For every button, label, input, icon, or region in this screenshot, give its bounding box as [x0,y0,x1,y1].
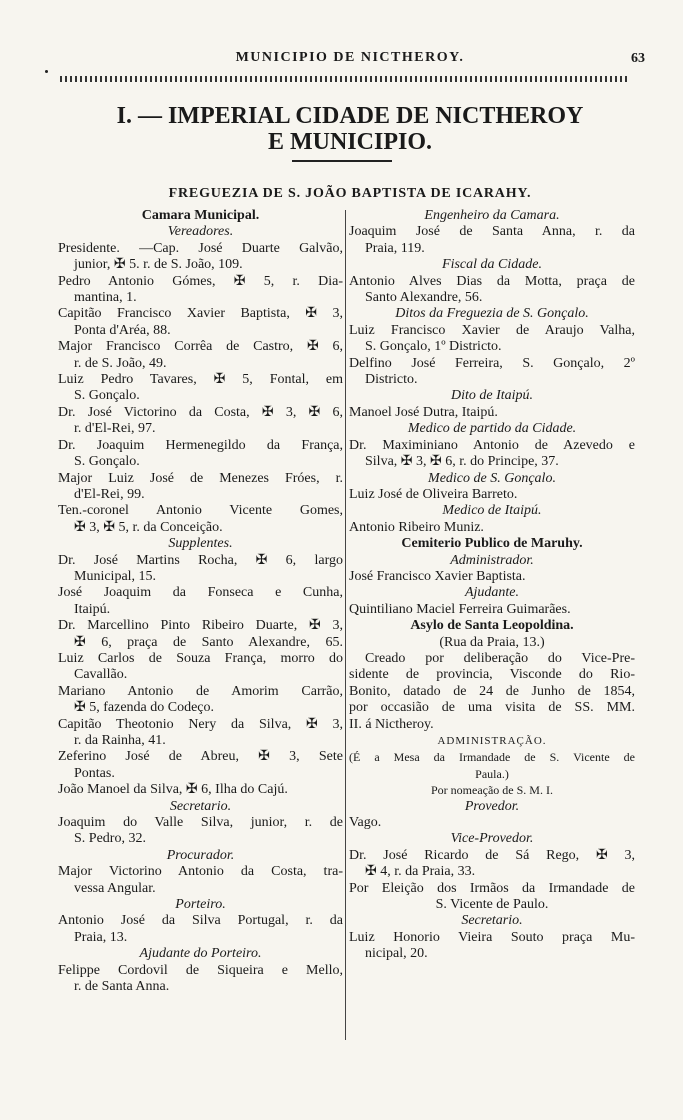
right-column-line: Antonio Ribeiro Muniz. [349,519,484,535]
column-divider [345,210,346,1040]
left-column-line: Luiz Carlos de Souza França, morro do [58,650,343,666]
left-column-line: Major Luiz José de Menezes Fróes, r. [58,470,343,486]
right-column-line: Delfino José Ferreira, S. Gonçalo, 2º [349,355,635,371]
right-column-line: Por nomeação de S. M. I. [431,783,553,798]
left-column-line: Joaquim do Valle Silva, junior, r. de [58,815,343,831]
right-column-line: Luiz Francisco Xavier de Araujo Valha, [349,322,635,338]
left-column-line: ✠ 6, praça de Santo Alexandre, 65. [74,634,343,650]
left-column-line: Porteiro. [175,897,226,913]
right-column-line: Districto. [365,372,418,388]
left-column-line: ✠ 5, fazenda do Codeço. [74,700,215,716]
right-column-line: Ditos da Freguezia de S. Gonçalo. [395,306,589,322]
left-column-line: Praia, 13. [74,929,128,945]
left-column-line: Dr. José Victorino da Costa, ✠ 3, ✠ 6, [58,404,343,420]
right-column-line: José Francisco Xavier Baptista. [349,568,526,584]
right-column-line: S. Vicente de Paulo. [435,897,549,913]
right-column-line: (Rua da Praia, 13.) [439,634,545,650]
left-column-line: r. d'El-Rei, 97. [74,421,156,437]
right-column-line: Cemiterio Publico de Maruhy. [401,536,583,552]
left-column-line: Supplentes. [168,536,233,552]
left-column-line: Pedro Antonio Gómes, ✠ 5, r. Dia- [58,273,343,289]
ink-speck [45,70,48,73]
right-column-line: Praia, 119. [365,240,425,256]
left-column-line: Presidente. —Cap. José Duarte Galvão, [58,240,343,256]
left-column-line: mantina, 1. [74,290,137,306]
right-column-line: Joaquim José de Santa Anna, r. da [349,224,635,240]
title-underline [292,160,392,162]
parish-heading: FREGUEZIA DE S. JOÃO BAPTISTA DE ICARAHY. [168,186,532,201]
right-column-line: (É a Mesa da Irmandade de S. Vicente de [349,750,635,765]
right-column-line: Bonito, datado de 24 de Junho de 1854, [349,683,635,699]
right-column-line: Engenheiro da Camara. [424,208,560,223]
left-column-line: Cavallão. [74,667,128,683]
right-column-line: Ajudante. [464,585,520,601]
chapter-title-line-1: I. — IMPERIAL CIDADE DE NICTHEROY [116,103,584,129]
left-column-line: Pontas. [74,765,115,781]
right-column-line: II. á Nictheroy. [349,716,434,732]
running-head: MUNICIPIO DE NICTHEROY. [235,50,465,65]
left-column-line: Capitão Theotonio Nery da Silva, ✠ 3, [58,716,343,732]
left-column-line: Ponta d'Aréa, 88. [74,322,171,338]
left-column-line: Procurador. [166,847,235,863]
left-column-line: Dr. José Martins Rocha, ✠ 6, largo [58,552,343,568]
left-column-line: Mariano Antonio de Amorim Carrão, [58,683,343,699]
right-column-line: S. Gonçalo, 1º Districto. [365,339,502,355]
left-column-line: Municipal, 15. [74,568,157,584]
left-column-line: Dr. Marcellino Pinto Ribeiro Duarte, ✠ 3, [58,618,343,634]
right-column-line: Quintiliano Maciel Ferreira Guimarães. [349,601,571,617]
left-column-line: Major Francisco Corrêa de Castro, ✠ 6, [58,339,343,355]
right-column-line: Vago. [349,815,382,831]
right-column-line: Dito de Itaipú. [450,388,534,404]
right-column-line: Luiz José de Oliveira Barreto. [349,486,518,502]
left-column-line: S. Gonçalo. [74,388,140,404]
left-column-line: Dr. Joaquim Hermenegildo da França, [58,437,343,453]
chapter-title [50,103,650,155]
right-column-line: ADMINISTRAÇÃO. [437,735,547,747]
right-column-line: Medico de S. Gonçalo. [428,470,556,486]
right-column-line: sidente de provincia, Visconde do Rio- [349,667,635,683]
right-column-line: Dr. Maximiniano Antonio de Azevedo e [349,437,635,453]
left-column-line: José Joaquim da Fonseca e Cunha, [58,585,343,601]
right-column-line: Provedor. [464,798,520,814]
right-column-line: Luiz Honorio Vieira Souto praça Mu- [349,929,635,945]
left-column-line: João Manoel da Silva, ✠ 6, Ilha do Cajú. [58,782,288,798]
page-number: 63 [631,51,645,66]
right-column-line: por occasião de uma visita de SS. MM. [349,700,635,716]
left-column-line: Antonio José da Silva Portugal, r. da [58,913,343,929]
right-column-line: Santo Alexandre, 56. [365,290,483,306]
right-column-line: nicipal, 20. [365,946,428,962]
left-column [58,208,343,996]
left-column-line: S. Gonçalo. [74,454,140,470]
chapter-title-line-2: E MUNICIPIO. [267,129,432,155]
left-column-line: Major Victorino Antonio da Costa, tra- [58,864,343,880]
left-column-line: Camara Municipal. [141,208,260,223]
right-column [349,208,635,963]
left-column-line: Vereadores. [167,224,234,240]
left-column-line: Ten.-coronel Antonio Vicente Gomes, [58,503,343,519]
right-column-line: Paula.) [475,766,509,781]
right-column-line: Fiscal da Cidade. [442,257,542,273]
left-column-line: Itaipú. [74,601,111,617]
right-column-line: Creado por deliberação do Vice-Pre- [365,650,635,666]
right-column-line: Manoel José Dutra, Itaipú. [349,404,498,420]
right-column-line: Antonio Alves Dias da Motta, praça de [349,273,635,289]
left-column-line: junior, ✠ 5. r. de S. João, 109. [74,257,243,273]
right-column-line: ✠ 4, r. da Praia, 33. [365,864,476,880]
right-column-line: Secretario. [461,913,523,929]
left-column-line: ✠ 3, ✠ 5, r. da Conceição. [74,519,223,535]
right-column-line: Por Eleição dos Irmãos da Irmandade de [349,880,635,896]
left-column-line: Luiz Pedro Tavares, ✠ 5, Fontal, em [58,372,343,388]
right-column-line: Vice-Provedor. [450,831,534,847]
left-column-line: Felippe Cordovil de Siqueira e Mello, [58,962,343,978]
left-column-line: Zeferino José de Abreu, ✠ 3, Sete [58,749,343,765]
left-column-line: Capitão Francisco Xavier Baptista, ✠ 3, [58,306,343,322]
right-column-line: Medico de Itaipú. [442,503,542,519]
left-column-line: Ajudante do Porteiro. [139,946,262,962]
left-column-line: r. de S. João, 49. [74,355,167,371]
left-column-line: r. de Santa Anna. [74,979,170,995]
ornamental-rule [60,76,630,82]
right-column-line: Silva, ✠ 3, ✠ 6, r. do Principe, 37. [365,454,559,470]
left-column-line: S. Pedro, 32. [74,831,146,847]
left-column-line: vessa Angular. [74,880,156,896]
right-column-line: Asylo de Santa Leopoldina. [410,618,574,634]
left-column-line: Secretario. [169,798,232,814]
left-column-line: r. da Rainha, 41. [74,733,166,748]
left-column-line: d'El-Rei, 99. [74,486,145,502]
right-column-line: Administrador. [450,552,534,568]
right-column-line: Dr. José Ricardo de Sá Rego, ✠ 3, [349,847,635,863]
right-column-line: Medico de partido da Cidade. [407,421,577,437]
